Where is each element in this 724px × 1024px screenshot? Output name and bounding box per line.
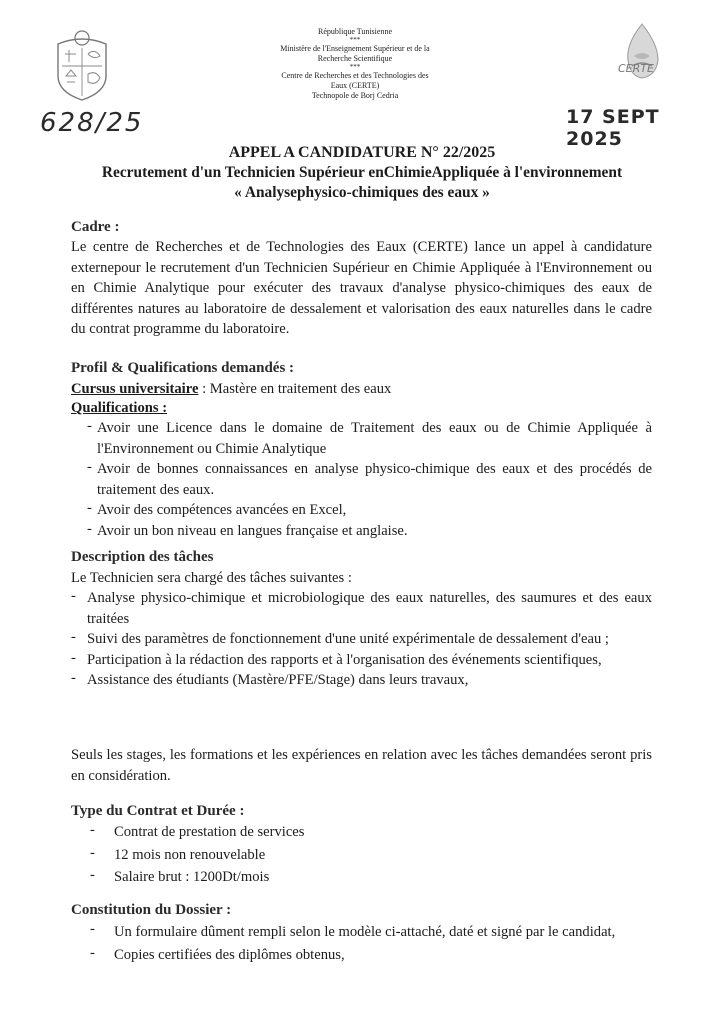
header-center-line3: Technopole de Borj Cedria [311, 91, 399, 100]
header-center-line1: Centre de Recherches et des Technologies des [281, 71, 429, 80]
contrat-list [90, 822, 650, 888]
list-item: - Avoir une Licence dans le domaine de Traitement des eaux ou de Chimie Appliquée à l'Environnement ou Chimie Analytique [87, 418, 652, 457]
date-stamp: 17 SEPT 2025 [566, 106, 660, 150]
cursus-line [71, 379, 652, 400]
header-republic: République Tunisienne [317, 27, 392, 36]
header-center-line2: Eaux (CERTE) [330, 81, 380, 90]
list-item: - Contrat de prestation de services [90, 822, 305, 840]
list-item: - Assistance des étudiants (Mastère/PFE/Stage) dans leurs travaux, [71, 670, 469, 689]
selection-note: Seuls les stages, les formations et les expériences en relation avec les tâches demandées seront pris en considération. [71, 747, 652, 784]
document-subtitle: Recrutement d'un Technicien Supérieur enChimieAppliquée à l'environnement [101, 164, 623, 181]
list-item: - Suivi des paramètres de fonctionnement d'une unité expérimentale de dessalement d'eau ; [71, 629, 609, 648]
header-ministry-line2: Recherche Scientifique [317, 54, 393, 63]
list-item: - Un formulaire dûment rempli selon le modèle ci-attaché, daté et signé par le candidat, [90, 921, 616, 940]
cursus-label: Cursus universitaire [71, 381, 199, 397]
reference-number: 628/25 [40, 108, 144, 138]
document-title: APPEL A CANDIDATURE N° 22/2025 [228, 144, 496, 161]
list-item: - Avoir de bonnes connaissances en analyse physico-chimique des eaux et des procédés de traitement des eaux. [87, 459, 652, 498]
section-heading-dossier: Constitution du Dossier : [71, 902, 232, 918]
separator-stars: *** [349, 36, 361, 44]
list-item: - Participation à la rédaction des rapports et à l'organisation des événements scientifiques, [71, 649, 602, 668]
coat-of-arms-emblem [50, 26, 114, 102]
list-item: - Avoir un bon niveau en langues française et anglaise. [87, 520, 408, 539]
section-heading-cadre: Cadre : [71, 219, 120, 235]
list-item: - Copies certifiées des diplômes obtenus, [90, 945, 345, 963]
list-item: - Avoir des compétences avancées en Excel, [87, 500, 347, 519]
qualifications-list [87, 418, 652, 542]
section-heading-contrat: Type du Contrat et Durée : [71, 803, 245, 819]
cadre-paragraph: Le centre de Recherches et de Technologies des Eaux (CERTE) lance un appel à candidature externepour le recrutement d'un Technicien Supérieur en Chimie Appliquée à l'Environnement ou en Chimie Analytique pour exécuter des travaux d'analyse physico-chimiques des eaux de différentes natures au laboratoire de dessalement et valorisation des eaux naturelles dans le cadre du contrat programme du laboratoire. [71, 239, 652, 338]
document-subtitle-topic: « Analysephysico-chimiques des eaux » [234, 184, 490, 201]
list-item: - Salaire brut : 1200Dt/mois [90, 867, 270, 886]
certe-logo [612, 20, 672, 90]
certe-logo-text: CERTE [618, 62, 654, 75]
qualifications-label: Qualifications : [71, 400, 168, 416]
taches-list [71, 588, 652, 691]
section-heading-taches: Description des tâches [71, 549, 214, 565]
header-ministry-line1: Ministère de l'Enseignement Supérieur et de la [280, 44, 430, 53]
taches-intro: Le Technicien sera chargé des tâches suivantes : [71, 570, 352, 586]
dossier-list [90, 921, 650, 966]
list-item: - Analyse physico-chimique et microbiologique des eaux naturelles, des saumures et des eaux traitées [71, 588, 652, 627]
cursus-value: : Mastère en traitement des eaux [198, 381, 392, 397]
list-item: - 12 mois non renouvelable [90, 844, 266, 863]
separator-stars: *** [349, 63, 361, 71]
section-heading-profil: Profil & Qualifications demandés : [71, 360, 295, 376]
